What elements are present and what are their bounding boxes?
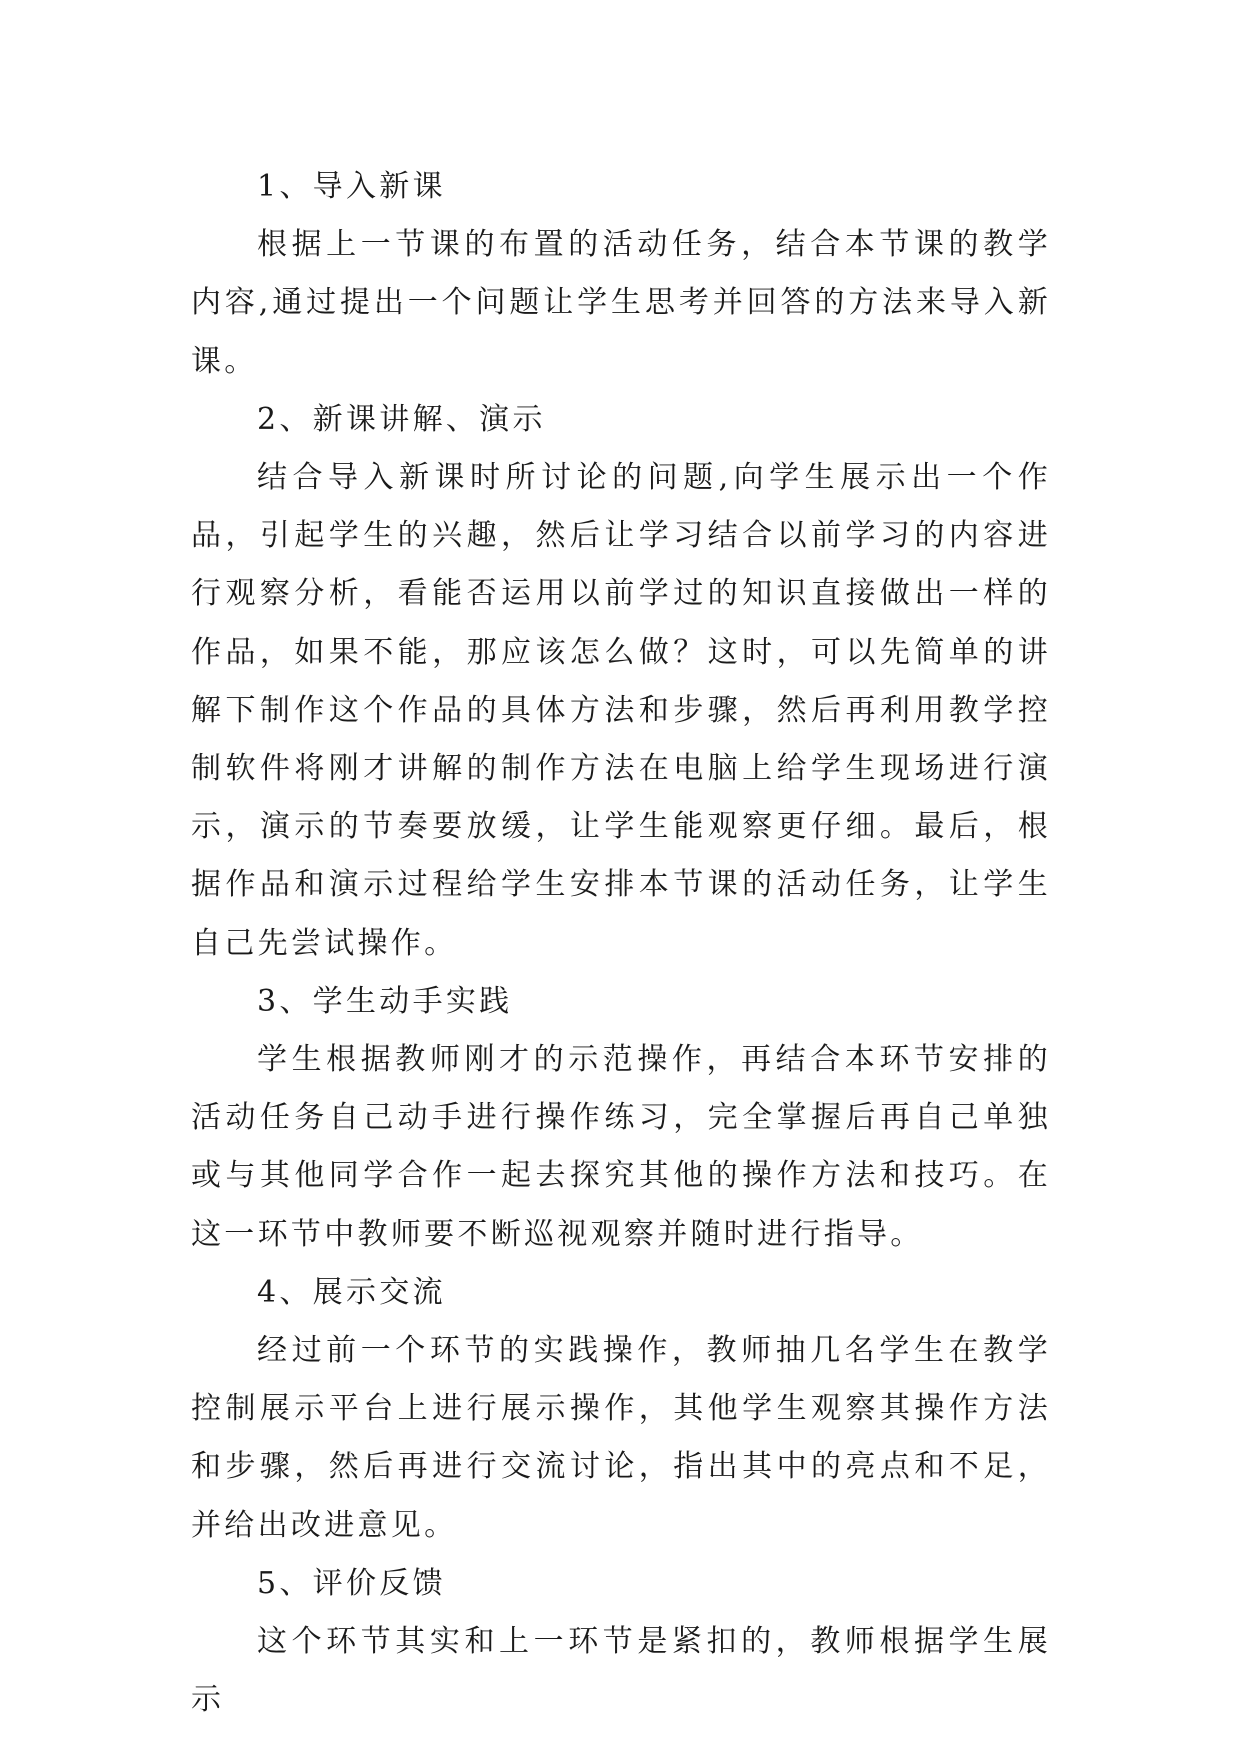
section-heading-5: 5、评价反馈 — [257, 1565, 446, 1601]
section-heading-3: 3、学生动手实践 — [257, 983, 513, 1019]
document-body — [191, 158, 1051, 1729]
paragraph-5: 这个环节其实和上一环节是紧扣的，教师根据学生展示 — [191, 1624, 1051, 1718]
section-heading-2: 2、新课讲解、演示 — [257, 401, 546, 437]
section-heading-4: 4、展示交流 — [257, 1274, 446, 1310]
paragraph-1: 根据上一节课的布置的活动任务，结合本节课的教学内容,通过提出一个问题让学生思考并回答的方法来导入新课。 — [191, 227, 1051, 379]
section-heading-1: 1、导入新课 — [257, 169, 446, 204]
paragraph-2: 结合导入新课时所讨论的问题,向学生展示出一个作品，引起学生的兴趣，然后让学习结合以前学习的内容进行观察分析，看能否运用以前学过的知识直接做出一样的作品，如果不能，那应该怎么做？这时，可以先简单的讲解下制作这个作品的具体方法和步骤，然后再利用教学控制软件将刚才讲解的制作方法在电脑上给学生现场进行演示，演示的节奏要放缓，让学生能观察更仔细。最后，根据作品和演示过程给学生安排本节课的活动任务，让学生自己先尝试操作。 — [191, 460, 1051, 961]
paragraph-3: 学生根据教师刚才的示范操作，再结合本环节安排的活动任务自己动手进行操作练习，完全掌握后再自己单独或与其他同学合作一起去探究其他的操作方法和技巧。在这一环节中教师要不断巡视观察并随时进行指导。 — [191, 1042, 1051, 1252]
paragraph-4: 经过前一个环节的实践操作，教师抽几名学生在教学控制展示平台上进行展示操作，其他学生观察其操作方法和步骤，然后再进行交流讨论，指出其中的亮点和不足，并给出改进意见。 — [191, 1333, 1051, 1543]
